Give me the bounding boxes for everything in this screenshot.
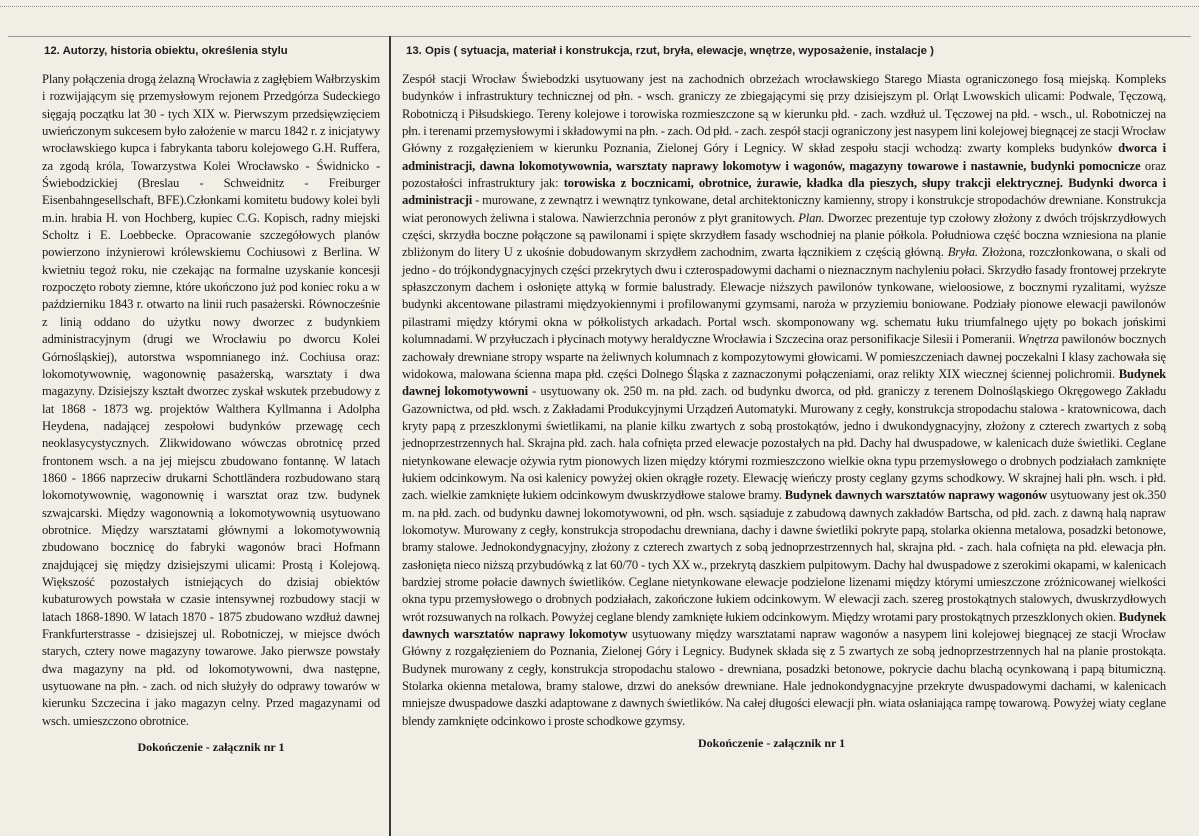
- bold-text-run: Budynek dawnych warsztatów naprawy lokomotyw: [402, 609, 1166, 641]
- text-run: Zespół stacji Wrocław Świebodzki usytuowany jest na zachodnich obrzeżach wrocławskiego Starego Miasta ograniczonego fosą miejską. Kompleks budynków i infrastruktury technicznej od płn. - wsch. graniczy ze zbiegającymi się przy dzisiejszym pl. Orląt Lwowskich ulicami: Podwale, Tęczową, Robotniczą i Piłsudskiego. Tereny kolejowe i torowiska rozmieszczone są w kierunku płd. - zach. wzdłuż ul. Tęczowej na płd. - wsch., ul. Robotniczej na płn. i terenami przemysłowymi i składowymi na płn. - zach. Od płd. - zach. zespół stacji ograniczony jest nasypem lini kolejowej biegnącej ze stacji Wrocław Główny z rozgałęzieniem w kierunku Poznania, Zielonej Góry i Legnicy. W skład zespołu stacji wchodzą: zwarty kompleks budynków: [402, 72, 1166, 156]
- italic-text-run: Plan.: [798, 210, 825, 225]
- italic-text-run: Bryła.: [947, 245, 978, 260]
- top-edge: [0, 0, 1199, 7]
- italic-text-run: Wnętrza: [1017, 332, 1059, 347]
- right-column: [402, 40, 1166, 751]
- text-run: usytuowany między warsztatami napraw wagonów a nasypem lini kolejowej biegnącej ze stacji Wrocław Główny z rozgałęzieniem do Poznania, Zielonej Góry i Legnicy. Budynek składa się z 5 zwartych ze sobą jednoprzestrzennych hal na planie prostokąta. Budynek murowany z cegły, konstrukcja stropodachu stalowo - drewniana, posadzki betonowe, pokrycie dachu blachą ocynkowaną i papą bitumiczną. Stolarka okienna metalowa, bramy stalowe, drzwi do aneksów drewniane. Hale jednokondygnacyjne przekryte dwuspadowymi dachami, w kalenicach mniejsze dwuspadowe daszki adaptowane z dawnych świetlików. Na całej długości elewacji płn. wiata osłaniająca rampę towarową. Powyżej wiaty ceglane blendy zamknięte odcinkowo i proste schodkowe gzymsy.: [402, 627, 1166, 728]
- bold-text-run: torowiska z bocznicami, obrotnice, żurawie, kładka dla pieszych, słupy trakcji elektrycznej.: [563, 176, 1063, 191]
- top-rule: [8, 36, 1191, 37]
- section-13-heading: 13. Opis ( sytuacja, materiał i konstrukcja, rzut, bryła, elewacje, wnętrze, wyposażenie, instalacje ): [406, 45, 934, 57]
- bold-text-run: Budynek dawnej lokomotywowni: [402, 366, 1166, 399]
- section-13-text: [402, 71, 1166, 730]
- section-12-footer: Dokończenie - załącznik nr 1: [137, 740, 285, 755]
- text-run: Plany połączenia drogą żelazną Wrocławia z zagłębiem Wałbrzyskim i rozwijającym się przemysłowym rejonem Przedgórza Sudeckiego sięgają początku lat 30 - tych XIX w. Pierwszym przedsięwzięciem uwieńczonym sukcesem było założenie w marcu 1842 r. z inicjatywy wrocławskiego kupca i fabrykanta taboru kolejowego G.H. Ruffera, za zgodą króla, Towarzystwa Kolei Wrocławsko - Świdnicko - Świebodzickiej (Breslau - Schweidnitz - Freiburger Eisenbahngesellschaft, BFE).Członkami komitetu budowy kolei byli m.in. hrabia H. von Hochberg, kupiec C.G. Kopisch, radny miejski Scholtz i E. Loebbecke. Opracowanie szczegółowych planów powierzono inżynierowi królewskiemu Cochiusowi z Berlina. W kwietniu tegoż roku, nie czekając na formalne uzyskanie koncesji rozpoczęto roboty ziemne, które ukończono już pod koniec roku a w październiku 1843 r. otwarto na linii ruch pasażerski. Równocześnie z linią oddano do użytku nowy dworzec z budynkiem administracyjnym (drugi we Wrocławiu po dworcu Kolei Górnośląskiej), autorstwa wspomnianego inż. Cochiusa oraz: lokomotywownię, wagonownię pasażerską, warsztaty i dwa magazyny. Dzisiejszy kształt dworzec zyskał wskutek przebudowy z lat 1868 - 1873 wg. projektów Walthera Kyllmanna i Adolpha Heydena, nadającej zespołowi budynków przewagę cech neoklasycystycznych. Zlikwidowano wówczas obrotnicę przed frontonem wsch. a na jej miejscu zbudowano fontannę. W latach 1860 - 1866 naprzeciw drukarni Schottländera rozbudowano starą lokomotywownię, wagonownię i warsztat oraz tzw. budynek szwajcarski. Między wagonownią a lokomotywownią usytuowano obrotnice. Między warsztatami głównymi a lokomotywownią zbudowano bocznicę do fabryki wagonów braci Hofmann znajdującej się między dzisiejszymi ulicami: Prostą i Kolejową. Większość pozostałych istniejących do dzisiaj obiektów kubaturowych powstała w czasie intensywnej rozbudowy stacji w latach 1868-1890. W latach 1870 - 1875 zbudowano wzdłuż dawnej Frankfurterstrasse - dzisiejszej ul. Robotniczej, w miejsce dwóch starych, cztery nowe magazyny towarowe. Jako pierwsze powstały dwa magazyny na płd. od lokomotywowni, dwa następne, usytuowane na płn. - zach. od nich służyły do odprawy towarów w kierunku Szczecina i jako magazyn celny. Przed magazynami od wsch. umieszczono obrotnice.: [42, 72, 380, 728]
- left-column: [34, 40, 380, 755]
- section-12-text: [34, 71, 380, 730]
- bold-text-run: dworca i administracji, dawna lokomotywownia, warsztaty naprawy lokomotyw i wagonów, magazyny towarowe i nastawnie, budynki pomocnicze: [402, 141, 1166, 173]
- text-run: Dworzec prezentuje typ czołowy złożony z dwóch trójskrzydłowych części, skrzydła boczne połączone są pawilonami i spięte skrzydłem fasady wschodniej na planie półkola. Południowa część boczna wzniesiona na planie zbliżonym do litery U z ukośnie dobudowanym skrzydłem zachodnim, zwarta łącznikiem z częścią główną.: [402, 210, 1166, 260]
- bold-text-run: Budynek dawnych warsztatów naprawy wagonów: [784, 488, 1048, 503]
- text-run: usytuowany jest ok.350 m. na płd. zach. od budynku dawnej lokomotywowni, od płn. wsch. sąsiaduje z zabudową dawnych zakładów Bartscha, od płd. zach. z dawną halą napraw lokomotyw. Murowany z cegły, konstrukcja stropodachu drewniana, dachy i dawne świetliki pokryte papą, stolarka okienna metalowa, posadzki betonowe, bramy stalowe. Jednokondygnacyjny, złożony z czterech zwartych z sobą jednoprzestrzennych hal, skrajna płd. - zach. hala cofnięta na płd. elewacja płn. zasłonięta nieco niższą przybudówką z lat 60/70 - tych XX w., przekrytą daszkiem pulpitowym. Dachy hal dwuspadowe z szerokimi okapami, w kalenicach bardziej strome połacie dawnych świetlików. Ceglane nietynkowane elewacje podzielone lizenami między którymi umieszczone zróżnicowanej wielkości okna typu przemysłowego o drobnych podziałach, zakończone łukiem odcinkowym. W elewacji zach. szereg prostokątnych stalowych, dwuskrzydłowych wrót rozsuwanych na rolkach. Powyżej ceglane blendy zamknięte łukiem odcinkowym. Między wrotami pary prostokątnych przeszklonych okien.: [402, 488, 1166, 624]
- section-13-footer: Dokończenie - załącznik nr 1: [698, 736, 846, 751]
- text-run: Złożona, rozczłonkowana, o skali od jedno - do trójkondygnacyjnych części przekrytych dwu i czterospadowymi dachami o nieznacznym nachyleniu połaci. Skrzydło fasady frontowej przekryte spłaszczonym dachem i osłonięte attyką w formie balustrady. Elewacje niższych pawilonów tynkowane, wieloosiowe, z bocznymi ryzalitami, wyższe budynki akcentowane pilastrami międzyokiennymi i profilowanymi gzymsami, naroża w przyziemiu boniowane. Podziały pionowe elewacji pawilonów pilastrami między którymi okna w półkolistych arkadach. Portal wsch. skomponowany wg. schematu łuku triumfalnego ujęty po bokach jońskimi kolumnadami. W przyłuczach i płycinach motywy heraldyczne Wrocławia i Szczecina oraz personifikacje Silesii i Pomeranii.: [402, 245, 1166, 347]
- text-run: - usytuowany ok. 250 m. na płd. zach. od budynku dworca, od płd. graniczy z terenem Dolnośląskiego Okręgowego Zakładu Gazownictwa, od płd. wsch. z Zakładami Produkcyjnymi Urządzeń Automatyki. Murowany z cegły, konstrukcja stropodachu stalowa - kratownicowa, dach kryty papą z przeszklonymi świetlikami, na planie kilku zwartych z sobą prostokątów, jedno i dwukondygnacyjny, złożony z czterech zwartych z sobą jednoprzestrzennych hal. Skrajna płd. zach. hala cofnięta przed elewacje pozostałych na płd. Dachy hal dwuspadowe, w kalenicach duże świetliki. Ceglane nietynkowane elewacje ożywia rytm pionowych lizen między którymi rozmieszczono wielkie okna typu przemysłowego o drobnych podziałach zamknięte łukiem odcinkowym. Na osi kalenicy powyżej okien okrągłe rozety. Elewację wieńczy prosty ceglany gzyms schodkowy. W skrajnej hali płn. wsch. i płd. zach. wielkie zamknięte łukiem odcinkowym dwuskrzydłowe stalowe bramy.: [402, 384, 1166, 503]
- section-12-heading: 12. Autorzy, historia obiektu, określenia stylu: [44, 45, 288, 57]
- text-run: - murowane, z zewnątrz i wewnątrz tynkowane, detal architektoniczny kamienny, stropy i konstrukcje stropodachów drewniane. Konstrukcja wiat peronowych żeliwna i stalowa. Nawierzchnia peronów z płyt granitowych.: [402, 193, 1166, 225]
- column-divider: [389, 36, 391, 836]
- text-run: pawilonów bocznych zachowały drewniane stropy wsparte na żeliwnych kolumnach z kompozytowymi głowicami. W pomieszczeniach dawnej poczekalni I klasy zachowała się widokowa, malowana ścienna mapa płd. części Dolnego Śląska z zaznaczonymi połączeniami, oraz relikty XIX wiecznej ściennej polichromii.: [402, 332, 1166, 381]
- text-run: oraz pozostałości infrastruktury jak:: [402, 158, 1166, 191]
- bold-text-run: Budynki dworca i administracji: [402, 176, 1166, 208]
